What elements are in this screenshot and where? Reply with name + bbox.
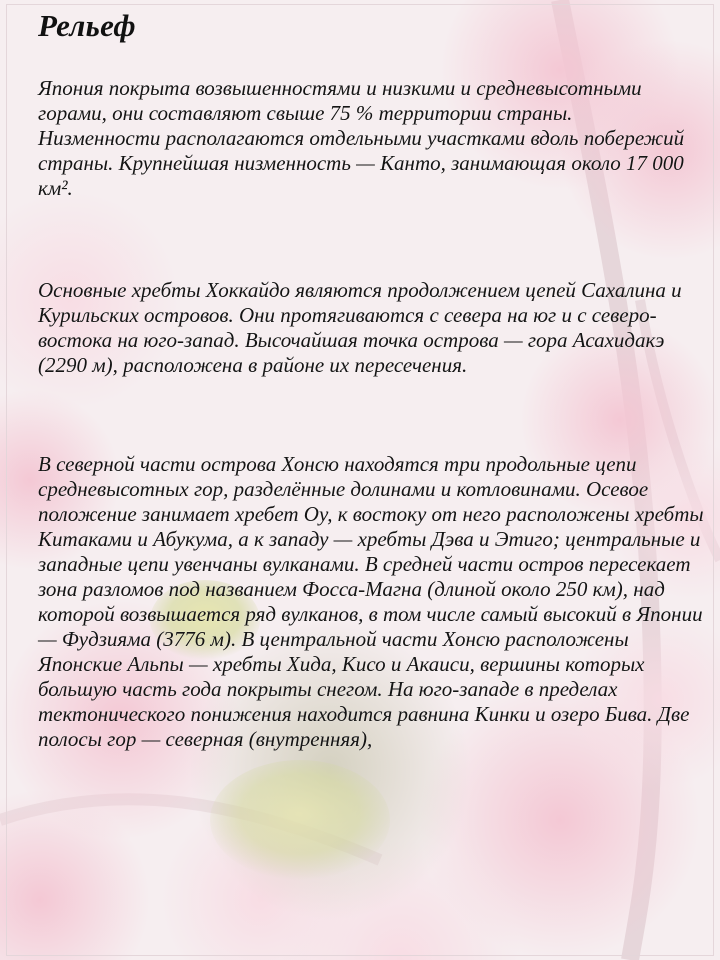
paragraph-relief-overview: Япония покрыта возвышенностями и низкими и средневысотными горами, они составляют свыше 75 % территории страны. Низменности располагаются отдельными участками вдоль побережий страны. Крупнейшая низменность — Канто, занимающая около 17 000 км². (38, 76, 685, 200)
paragraph-honshu-ranges: В северной части острова Хонсю находятся три продольные цепи средневысотных гор, разделённые долинами и котловинами. Осевое положение занимает хребет Оу, к востоку от него расположены хребты Китаками и Абукума, а к западу — хребты Дэва и Этиго; центральные и западные цепи увенчаны вулканами. В средней части остров пересекает зона разломов под названием Фосса-Магна (длиной около 250 км), над которой возвышается ряд вулканов, в том числе самый высокий в Японии — Фудзияма (3776 м). В центральной части Хонсю расположены Японские Альпы — хребты Хида, Кисо и Акаиси, вершины которых большую часть года покрыты снегом. На юго-западе в пределах тектонического понижения находится равнина Кинки и озеро Бива. Две полосы гор — северная (внутренняя), (38, 452, 704, 751)
slide-title: Рельеф (38, 8, 136, 43)
paragraph-hokkaido-ranges: Основные хребты Хоккайдо являются продолжением цепей Сахалина и Курильских островов. Они протягиваются с севера на юг и с северо-востока на юго-запад. Высочайшая точка острова — гора Асахидакэ (2290 м), расположена в районе их пересечения. (38, 278, 682, 377)
